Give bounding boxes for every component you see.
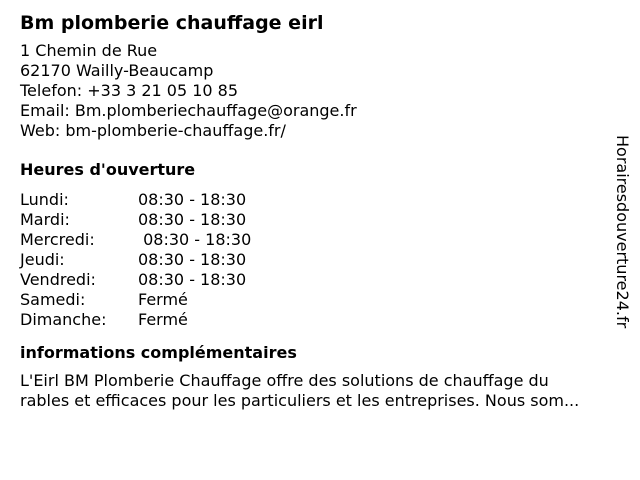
day-hours: 08:30 - 18:30 [138,270,247,289]
day-label: Mardi: [20,210,70,229]
hours-list [20,190,620,330]
day-label: Jeudi: [20,250,65,269]
hours-row-samedi [20,290,620,310]
hours-row-lundi [20,190,620,210]
day-hours: Fermé [138,290,188,309]
extra-info-heading: informations complémentaires [20,343,297,362]
hours-heading: Heures d'ouverture [20,160,196,179]
day-hours: Fermé [138,310,188,329]
day-label: Mercredi: [20,230,95,249]
day-label: Dimanche: [20,310,107,329]
phone-line: Telefon: +33 3 21 05 10 85 [20,81,239,100]
day-hours: 08:30 - 18:30 [138,210,247,229]
day-label: Lundi: [20,190,69,209]
day-hours: 08:30 - 18:30 [138,250,247,269]
business-name: Bm plomberie chauffage eirl [20,12,324,34]
web-line: Web: bm-plomberie-chauffage.fr/ [20,121,286,140]
day-hours: 08:30 - 18:30 [138,230,252,249]
hours-row-dimanche [20,310,620,330]
hours-row-jeudi [20,250,620,270]
address-line-1: 1 Chemin de Rue [20,41,158,60]
day-label: Samedi: [20,290,86,309]
description-line-1: L'Eirl BM Plomberie Chauffage offre des solutions de chauffage du [20,371,549,390]
hours-row-mardi [20,210,620,230]
description-line-2: rables et efficaces pour les particuliers et les entreprises. Nous som... [20,391,580,410]
address-line-2: 62170 Wailly-Beaucamp [20,61,214,80]
site-watermark: Horairesdouverture24.fr [613,135,632,329]
hours-row-vendredi [20,270,620,290]
business-card [20,10,620,411]
day-label: Vendredi: [20,270,96,289]
day-hours: 08:30 - 18:30 [138,190,247,209]
email-line: Email: Bm.plomberiechauffage@orange.fr [20,101,357,120]
hours-row-mercredi [20,230,620,250]
